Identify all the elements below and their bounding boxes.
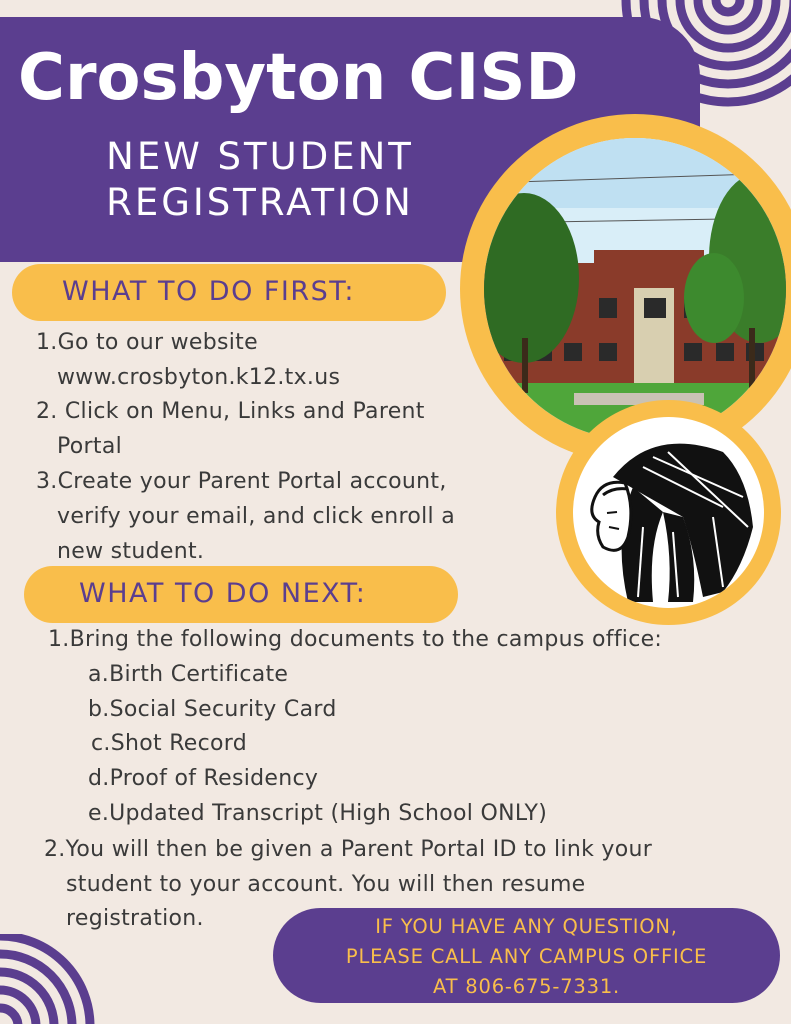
decorative-rings-bottom bbox=[0, 934, 110, 1024]
item-letter: a. bbox=[88, 662, 110, 687]
list-item bbox=[44, 833, 652, 868]
contact-line: IF YOU HAVE ANY QUESTION, bbox=[375, 915, 678, 938]
step-number: 2. bbox=[36, 399, 58, 424]
document-item bbox=[88, 658, 288, 693]
list-item bbox=[48, 623, 662, 658]
document-item bbox=[88, 797, 547, 832]
step-text-continued: registration. bbox=[66, 906, 204, 931]
step-text-continued: new student. bbox=[57, 539, 205, 564]
contact-line: PLEASE CALL ANY CAMPUS OFFICE bbox=[345, 945, 708, 968]
contact-phone: AT 806-675-7331. bbox=[432, 975, 621, 998]
school-building-photo bbox=[484, 138, 786, 440]
chieftain-logo bbox=[573, 417, 764, 608]
step-number: 1. bbox=[36, 330, 58, 355]
subtitle-line: REGISTRATION bbox=[106, 181, 414, 224]
list-item bbox=[36, 465, 447, 500]
step-text-continued: Portal bbox=[57, 434, 123, 459]
item-text: Proof of Residency bbox=[109, 766, 319, 791]
step-number: 3. bbox=[36, 469, 58, 494]
item-text: Birth Certificate bbox=[109, 662, 289, 687]
step-number: 1. bbox=[48, 627, 70, 652]
item-letter: d. bbox=[88, 766, 110, 791]
website-link-text: www.crosbyton.k12.tx.us bbox=[57, 365, 341, 390]
headdress-icon bbox=[573, 417, 764, 608]
list-item bbox=[36, 395, 425, 430]
item-letter: e. bbox=[88, 801, 110, 826]
section-heading-first: WHAT TO DO FIRST: bbox=[12, 264, 446, 321]
step-text: Create your Parent Portal account, bbox=[57, 469, 447, 494]
page-title: Crosbyton CISD bbox=[18, 41, 579, 115]
document-item bbox=[91, 727, 247, 762]
item-letter: c. bbox=[91, 731, 111, 756]
school-building-illustration bbox=[484, 138, 786, 440]
step-text: Go to our website bbox=[57, 330, 258, 355]
step-text: Click on Menu, Links and Parent bbox=[57, 399, 425, 424]
page-subtitle bbox=[60, 134, 460, 226]
item-text: Social Security Card bbox=[109, 697, 337, 722]
item-letter: b. bbox=[88, 697, 110, 722]
item-text: Shot Record bbox=[110, 731, 248, 756]
document-item bbox=[88, 693, 337, 728]
subtitle-line: NEW STUDENT bbox=[106, 135, 414, 178]
step-text-continued: verify your email, and click enroll a bbox=[57, 504, 456, 529]
step-text: You will then be given a Parent Portal ID to link your bbox=[65, 837, 653, 862]
step-text-continued: student to your account. You will then resume bbox=[66, 872, 586, 897]
list-item bbox=[36, 326, 258, 361]
item-text: Updated Transcript (High School ONLY) bbox=[109, 801, 548, 826]
section-heading-next: WHAT TO DO NEXT: bbox=[24, 566, 458, 623]
document-item bbox=[88, 762, 318, 797]
step-number: 2. bbox=[44, 837, 66, 862]
step-text: Bring the following documents to the campus office: bbox=[69, 627, 663, 652]
